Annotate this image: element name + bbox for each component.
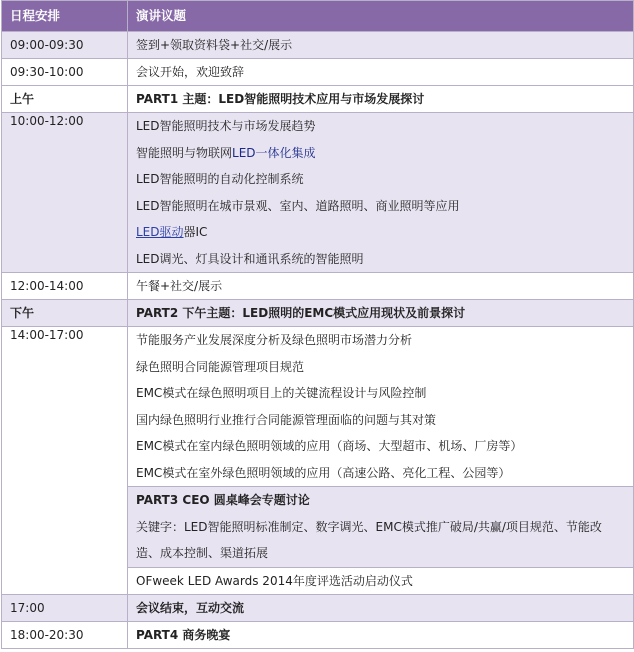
topic-item: LED智能照明技术与市场发展趋势 (136, 119, 316, 133)
schedule-table (1, 0, 634, 649)
topic-item: EMC模式在室内绿色照明领域的应用（商场、大型超市、机场、厂房等） (136, 439, 523, 453)
session-label: 下午 (2, 300, 128, 327)
part3-cell (128, 487, 634, 568)
topic-item: EMC模式在绿色照明项目上的关键流程设计与风险控制 (136, 386, 427, 400)
session-label: 上午 (2, 86, 128, 113)
topic-cell (128, 327, 634, 487)
topic-item: LED智能照明的自动化控制系统 (136, 172, 304, 186)
session-title: PART2 下午主题：LED照明的EMC模式应用现状及前景探讨 (128, 300, 634, 327)
time-cell: 09:30-10:00 (2, 59, 128, 86)
topic-item-highlight: LED一体化集成 (232, 145, 316, 160)
topic-item-text: 器IC (183, 225, 208, 239)
session-header-row (2, 86, 634, 113)
topic-cell: 签到+领取资料袋+社交/展示 (128, 32, 634, 59)
led-driver-link[interactable]: LED驱动 (136, 225, 184, 239)
topic-cell: 午餐+社交/展示 (128, 273, 634, 300)
topic-item: EMC模式在室外绿色照明领域的应用（高速公路、亮化工程、公园等） (136, 465, 511, 480)
table-row (2, 32, 634, 59)
topic-cell: 会议开始，欢迎致辞 (128, 59, 634, 86)
schedule-container (1, 0, 633, 649)
award-cell: OFweek LED Awards 2014年度评选活动启动仪式 (128, 567, 634, 594)
header-schedule: 日程安排 (2, 1, 128, 32)
table-row (2, 327, 634, 487)
table-row (2, 59, 634, 86)
topic-item (136, 140, 625, 167)
topic-item: LED调光、灯具设计和通讯系统的智能照明 (136, 251, 364, 266)
table-row (2, 621, 634, 648)
time-cell: 09:00-09:30 (2, 32, 128, 59)
table-row (2, 113, 634, 273)
topic-cell: 会议结束，互动交流 (128, 594, 634, 621)
session-title: PART1 主题：LED智能照明技术应用与市场发展探讨 (128, 86, 634, 113)
header-topic: 演讲议题 (128, 1, 634, 32)
topic-cell (128, 113, 634, 273)
topic-item (136, 219, 625, 246)
table-row (2, 273, 634, 300)
topic-cell: PART4 商务晚宴 (128, 621, 634, 648)
part3-keywords: 关键字：LED智能照明标准制定、数字调光、EMC模式推广破局/共赢/项目规范、节能改造、成本控制、渠道拓展 (136, 519, 602, 560)
time-cell: 10:00-12:00 (2, 113, 128, 273)
time-cell: 18:00-20:30 (2, 621, 128, 648)
topic-item: 绿色照明合同能源管理项目规范 (136, 359, 305, 374)
time-cell: 12:00-14:00 (2, 273, 128, 300)
time-cell: 17:00 (2, 594, 128, 621)
session-header-row (2, 300, 634, 327)
topic-item-text: 智能照明与物联网 (136, 145, 233, 160)
topic-item: 国内绿色照明行业推行合同能源管理面临的问题与其对策 (136, 412, 437, 427)
table-row (2, 594, 634, 621)
part3-title: PART3 CEO 圆桌峰会专题讨论 (136, 493, 310, 507)
topic-item: LED智能照明在城市景观、室内、道路照明、商业照明等应用 (136, 198, 460, 213)
table-header-row (2, 1, 634, 32)
time-cell: 14:00-17:00 (2, 327, 128, 595)
topic-item: 节能服务产业发展深度分析及绿色照明市场潜力分析 (136, 333, 413, 347)
